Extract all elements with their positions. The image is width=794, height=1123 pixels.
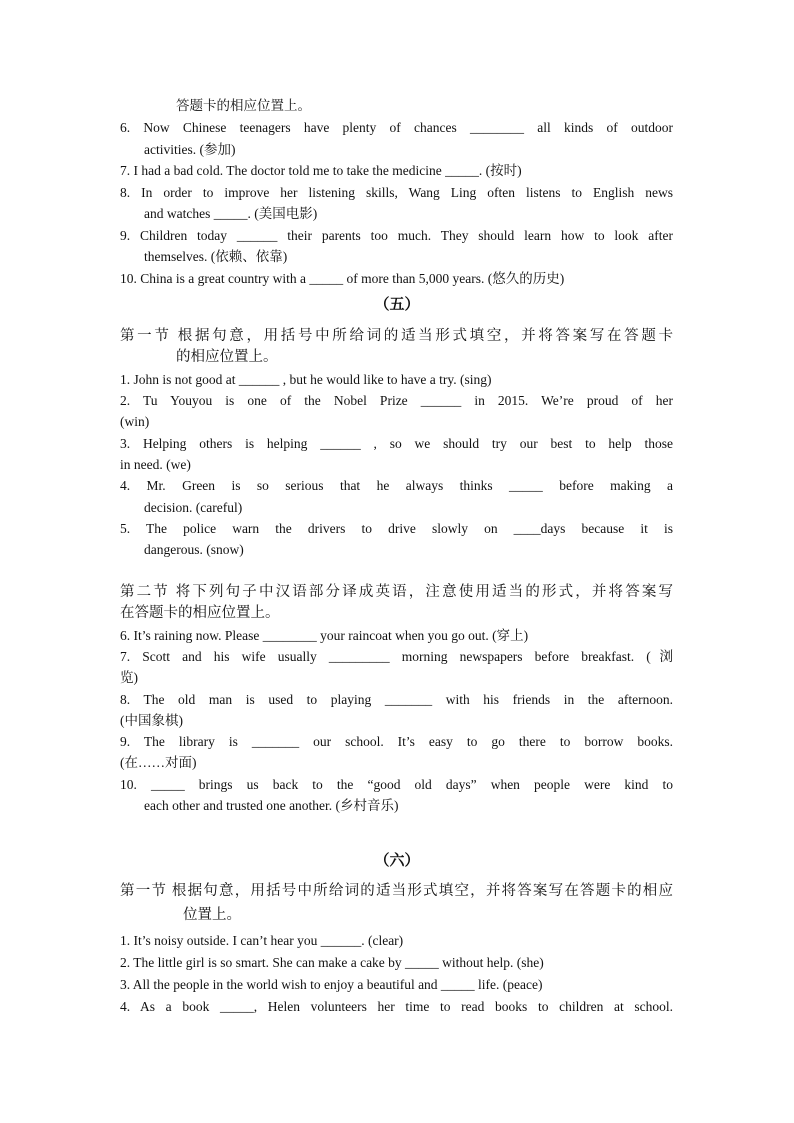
question-8-b-line-1: 8. The old man is used to playing _______ with his friends in the afternoon. (120, 692, 673, 707)
part-1-c-instruction-line-1: 第一节 根据句意，用括号中所给词的适当形式填空，并将答案写在答题卡的相应 (120, 883, 673, 899)
section-instruction-continued: 答题卡的相应位置上。 (176, 98, 311, 113)
question-9-line-1: 9. Children today ______ their parents too much. They should learn how to look after (120, 228, 673, 243)
part-2-instruction-line-1: 第二节 将下列句子中汉语部分译成英语，注意使用适当的形式，并将答案写 (120, 584, 673, 600)
question-6-line-2: activities. (参加) (144, 142, 236, 157)
question-4-line-2: decision. (careful) (144, 500, 243, 515)
question-1: 1. John is not good at ______ , but he would like to have a try. (sing) (120, 372, 492, 387)
section-heading-6: （六） (374, 853, 420, 869)
question-1-c: 1. It’s noisy outside. I can’t hear you ______. (clear) (120, 933, 404, 948)
question-6-b: 6. It’s raining now. Please ________ your raincoat when you go out. (穿上) (120, 628, 529, 643)
question-9-line-2: themselves. (依赖、依靠) (144, 249, 288, 264)
question-4-c: 4. As a book _____, Helen volunteers her time to read books to children at school. (120, 999, 673, 1014)
question-6-line-1: 6. Now Chinese teenagers have plenty of chances ________ all kinds of outdoor (120, 120, 673, 135)
question-9-b-line-2: (在……对面) (120, 755, 197, 770)
question-8-line-1: 8. In order to improve her listening skills, Wang Ling often listens to English news (120, 185, 673, 200)
question-10-b-line-2: each other and trusted one another. (乡村音乐) (144, 798, 399, 813)
question-7-b-line-1: 7. Scott and his wife usually _________ morning newspapers before breakfast. (浏 (120, 649, 673, 664)
question-3-line-1: 3. Helping others is helping ______ , so we should try our best to help those (120, 436, 673, 451)
question-10: 10. China is a great country with a _____ of more than 5,000 years. (悠久的历史) (120, 271, 565, 286)
section-heading-5: （五） (374, 297, 420, 313)
question-8-line-2: and watches _____. (美国电影) (144, 206, 318, 221)
part-1-instruction-line-2: 的相应位置上。 (176, 349, 278, 365)
question-3-c: 3. All the people in the world wish to enjoy a beautiful and _____ life. (peace) (120, 977, 543, 992)
question-4-line-1: 4. Mr. Green is so serious that he always thinks _____ before making a (120, 478, 673, 493)
question-2-line-2: (win) (120, 414, 150, 429)
question-5-line-2: dangerous. (snow) (144, 542, 244, 557)
part-1-c-instruction-line-2: 位置上。 (183, 907, 241, 923)
question-3-line-2: in need. (we) (120, 457, 191, 472)
part-2-instruction-line-2: 在答题卡的相应位置上。 (120, 605, 280, 621)
question-9-b-line-1: 9. The library is _______ our school. It’s easy to go there to borrow books. (120, 734, 673, 749)
question-2-line-1: 2. Tu Youyou is one of the Nobel Prize ______ in 2015. We’re proud of her (120, 393, 673, 408)
question-10-b-line-1: 10. _____ brings us back to the “good old days” when people were kind to (120, 777, 673, 792)
question-2-c: 2. The little girl is so smart. She can make a cake by _____ without help. (she) (120, 955, 544, 970)
part-1-instruction-line-1: 第一节 根据句意，用括号中所给词的适当形式填空，并将答案写在答题卡 (120, 328, 673, 344)
question-8-b-line-2: (中国象棋) (120, 713, 183, 728)
question-5-line-1: 5. The police warn the drivers to drive slowly on ____days because it is (120, 521, 673, 536)
question-7: 7. I had a bad cold. The doctor told me to take the medicine _____. (按时) (120, 163, 522, 178)
question-7-b-line-2: 览) (120, 670, 138, 685)
